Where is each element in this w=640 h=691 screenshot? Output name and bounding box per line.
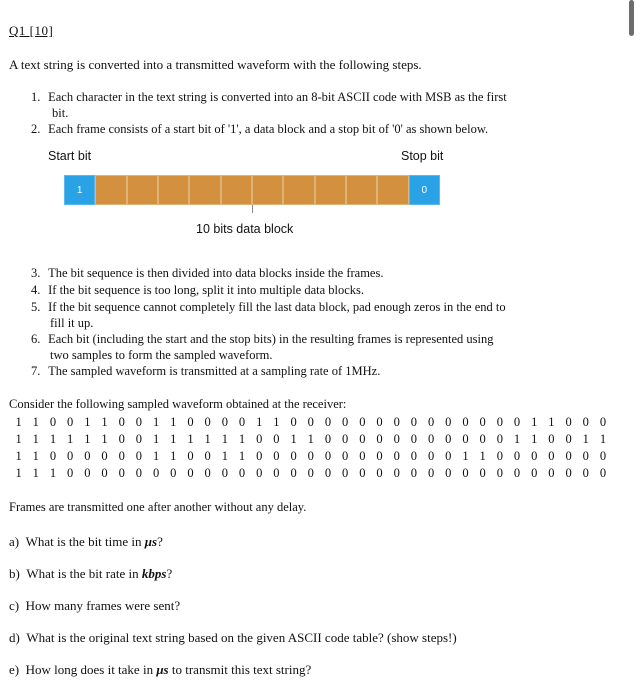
- waveform-sample: 1: [170, 415, 177, 429]
- waveform-sample: 1: [238, 432, 246, 446]
- waveform-sample: 0: [84, 466, 91, 480]
- waveform-sample: 1: [599, 432, 607, 446]
- waveform-sample: 0: [599, 415, 607, 429]
- waveform-sample: 0: [376, 449, 383, 463]
- waveform-sample: 0: [359, 432, 366, 446]
- block-tick: [252, 205, 253, 213]
- frame-diagram: [64, 175, 440, 205]
- waveform-sample: 1: [170, 432, 177, 446]
- waveform-sample: 0: [410, 466, 418, 480]
- waveform-sample: 0: [187, 466, 194, 480]
- waveform-sample: 1: [170, 449, 177, 463]
- data-cell: [252, 175, 283, 205]
- waveform-sample: 0: [342, 466, 349, 480]
- waveform-sample: 0: [204, 466, 211, 480]
- waveform-sample: 0: [221, 415, 228, 429]
- waveform-sample: 0: [582, 415, 589, 429]
- waveform-sample: 0: [513, 449, 521, 463]
- waveform-sample: 0: [410, 415, 418, 429]
- waveform-sample: 1: [101, 432, 108, 446]
- waveform-sample: 0: [445, 415, 452, 429]
- waveform-sample: 0: [565, 415, 572, 429]
- waveform-sample: 0: [445, 466, 452, 480]
- waveform-sample: 1: [256, 415, 263, 429]
- step-5-cont: fill it up.: [50, 316, 94, 330]
- waveform-sample: 0: [170, 466, 177, 480]
- step-6-cont: two samples to form the sampled waveform.: [50, 348, 273, 362]
- data-cell: [377, 175, 408, 205]
- waveform-sample: 0: [204, 415, 211, 429]
- waveform-sample: 0: [599, 449, 607, 463]
- step-6: 6. Each bit (including the start and the stop bits) in the resulting frames is represented using: [31, 332, 494, 346]
- waveform-sample: 1: [84, 432, 91, 446]
- waveform-sample: 1: [531, 432, 538, 446]
- waveform-sample: 1: [32, 432, 39, 446]
- waveform-sample: 0: [67, 466, 74, 480]
- waveform-sample: 1: [49, 466, 57, 480]
- waveform-sample: 0: [49, 449, 57, 463]
- waveform-sample: 1: [15, 432, 22, 446]
- frames-note: Frames are transmitted one after another without any delay.: [9, 500, 307, 514]
- waveform-sample: 0: [118, 449, 125, 463]
- waveform-sample: 0: [256, 449, 263, 463]
- step-5: 5. If the bit sequence cannot completely fill the last data block, pad enough zeros in the end to: [31, 300, 506, 314]
- waveform-sample: 0: [290, 466, 297, 480]
- step-1: 1. Each character in the text string is converted into an 8-bit ASCII code with MSB as the first: [31, 90, 507, 104]
- waveform-sample: 0: [393, 449, 400, 463]
- waveform-row: [10, 466, 612, 483]
- waveform-sample: 1: [513, 432, 521, 446]
- waveform-sample: 0: [342, 432, 349, 446]
- waveform-sample: 0: [290, 415, 297, 429]
- waveform-sample: 0: [496, 466, 503, 480]
- waveform-sample: 1: [462, 449, 469, 463]
- start-bit-label: Start bit: [48, 149, 92, 163]
- waveform-sample: 0: [67, 415, 74, 429]
- data-cell: [315, 175, 346, 205]
- waveform-sample: 0: [118, 415, 125, 429]
- data-cell: [95, 175, 126, 205]
- waveform-sample: 0: [462, 466, 469, 480]
- waveform-sample: 1: [531, 415, 538, 429]
- waveform-sample: 0: [548, 466, 555, 480]
- waveform-sample: 0: [204, 449, 211, 463]
- waveform-sample: 0: [393, 432, 400, 446]
- waveform-sample: 0: [342, 415, 349, 429]
- waveform-sample: 0: [479, 466, 486, 480]
- waveform-sample: 0: [376, 432, 383, 446]
- waveform-sample: 0: [513, 415, 521, 429]
- waveform-sample: 0: [565, 432, 572, 446]
- waveform-sample: 1: [152, 432, 160, 446]
- waveform-sample: 0: [221, 466, 228, 480]
- question-c: c) How many frames were sent?: [9, 598, 181, 613]
- stop-bit-label: Stop bit: [401, 149, 444, 163]
- waveform-sample: 0: [427, 449, 435, 463]
- waveform-sample: 0: [342, 449, 349, 463]
- waveform-sample: 0: [599, 466, 607, 480]
- waveform-sample: 0: [359, 466, 366, 480]
- waveform-sample: 0: [410, 449, 418, 463]
- waveform-sample: 0: [376, 415, 383, 429]
- data-cell: [127, 175, 158, 205]
- waveform-sample: 0: [410, 432, 418, 446]
- waveform-sample: 0: [376, 466, 383, 480]
- waveform-sample: 1: [84, 415, 91, 429]
- question-id: Q1 [10]: [9, 23, 54, 38]
- waveform-sample: 1: [479, 449, 486, 463]
- question-d: d) What is the original text string based on the given ASCII code table? (show steps!): [9, 630, 457, 645]
- waveform-sample: 0: [548, 449, 555, 463]
- start-bit-cell: 1: [64, 175, 95, 205]
- waveform-sample: 1: [67, 432, 74, 446]
- data-block-label: 10 bits data block: [196, 222, 294, 236]
- consider-text: Consider the following sampled waveform obtained at the receiver:: [9, 397, 347, 411]
- waveform-sample: 0: [565, 466, 572, 480]
- data-cell: [221, 175, 252, 205]
- waveform-sample: 0: [496, 432, 503, 446]
- waveform-sample: 1: [15, 415, 22, 429]
- waveform-sample: 0: [290, 449, 297, 463]
- waveform-sample: 0: [324, 466, 332, 480]
- waveform-row: [10, 449, 612, 466]
- waveform-sample: 0: [565, 449, 572, 463]
- waveform-sample: 0: [187, 415, 194, 429]
- waveform-sample: 0: [479, 415, 486, 429]
- data-cell: [346, 175, 377, 205]
- waveform-row: [10, 415, 612, 432]
- waveform-sample: 0: [273, 449, 280, 463]
- waveform-sample: 1: [290, 432, 297, 446]
- question-e: e) How long does it take in μs to transmit this text string?: [9, 662, 312, 677]
- step-2: 2. Each frame consists of a start bit of '1', a data block and a stop bit of '0' as shown below.: [31, 122, 489, 136]
- stop-bit-cell: 0: [409, 175, 440, 205]
- waveform-sample: 0: [496, 415, 503, 429]
- waveform-sample: 0: [49, 415, 57, 429]
- waveform-matrix: [10, 415, 612, 483]
- waveform-sample: 0: [513, 466, 521, 480]
- waveform-sample: 0: [135, 432, 143, 446]
- waveform-sample: 0: [187, 449, 194, 463]
- waveform-sample: 1: [221, 432, 228, 446]
- waveform-sample: 0: [531, 449, 538, 463]
- waveform-sample: 0: [118, 432, 125, 446]
- waveform-sample: 0: [135, 449, 143, 463]
- step-4: 4. If the bit sequence is too long, split it into multiple data blocks.: [31, 283, 365, 297]
- waveform-sample: 0: [496, 449, 503, 463]
- waveform-sample: 1: [15, 449, 22, 463]
- waveform-sample: 0: [445, 432, 452, 446]
- waveform-sample: 0: [582, 449, 589, 463]
- waveform-sample: 0: [393, 415, 400, 429]
- waveform-sample: 0: [307, 415, 314, 429]
- waveform-sample: 0: [135, 466, 143, 480]
- waveform-sample: 0: [118, 466, 125, 480]
- waveform-sample: 0: [307, 466, 314, 480]
- waveform-sample: 1: [221, 449, 228, 463]
- waveform-sample: 0: [462, 432, 469, 446]
- waveform-sample: 1: [187, 432, 194, 446]
- waveform-sample: 0: [84, 449, 91, 463]
- waveform-sample: 0: [152, 466, 160, 480]
- waveform-sample: 0: [101, 466, 108, 480]
- data-cell: [189, 175, 220, 205]
- waveform-sample: 1: [49, 432, 57, 446]
- waveform-sample: 0: [359, 449, 366, 463]
- waveform-sample: 1: [582, 432, 589, 446]
- waveform-sample: 1: [152, 415, 160, 429]
- waveform-sample: 0: [359, 415, 366, 429]
- waveform-sample: 0: [324, 449, 332, 463]
- waveform-sample: 0: [427, 415, 435, 429]
- waveform-sample: 0: [393, 466, 400, 480]
- scrollbar-handle[interactable]: [629, 0, 634, 36]
- step-1-cont: bit.: [52, 106, 69, 120]
- waveform-sample: 1: [32, 466, 39, 480]
- waveform-sample: 1: [204, 432, 211, 446]
- waveform-sample: 0: [582, 466, 589, 480]
- waveform-sample: 0: [307, 449, 314, 463]
- waveform-sample: 1: [32, 415, 39, 429]
- question-b: b) What is the bit rate in kbps?: [9, 566, 173, 581]
- waveform-sample: 1: [273, 415, 280, 429]
- waveform-sample: 0: [324, 432, 332, 446]
- waveform-sample: 0: [135, 415, 143, 429]
- waveform-sample: 0: [427, 466, 435, 480]
- waveform-sample: 1: [101, 415, 108, 429]
- waveform-sample: 0: [67, 449, 74, 463]
- waveform-sample: 0: [256, 466, 263, 480]
- waveform-sample: 1: [238, 449, 246, 463]
- waveform-sample: 1: [32, 449, 39, 463]
- waveform-sample: 0: [256, 432, 263, 446]
- waveform-row: [10, 432, 612, 449]
- intro-text: A text string is converted into a transmitted waveform with the following steps.: [9, 57, 422, 72]
- waveform-sample: 1: [152, 449, 160, 463]
- waveform-sample: 0: [531, 466, 538, 480]
- waveform-sample: 0: [445, 449, 452, 463]
- step-3: 3. The bit sequence is then divided into data blocks inside the frames.: [31, 266, 384, 280]
- waveform-sample: 1: [548, 415, 555, 429]
- question-a: a) What is the bit time in μs?: [9, 534, 163, 549]
- waveform-sample: 0: [462, 415, 469, 429]
- waveform-sample: 0: [238, 415, 246, 429]
- data-cell: [283, 175, 314, 205]
- waveform-sample: 0: [427, 432, 435, 446]
- waveform-sample: 1: [15, 466, 22, 480]
- waveform-sample: 0: [273, 432, 280, 446]
- waveform-sample: 0: [101, 449, 108, 463]
- step-7: 7. The sampled waveform is transmitted at a sampling rate of 1MHz.: [31, 364, 381, 378]
- data-cell: [158, 175, 189, 205]
- waveform-sample: 0: [324, 415, 332, 429]
- waveform-sample: 0: [238, 466, 246, 480]
- waveform-sample: 1: [307, 432, 314, 446]
- waveform-sample: 0: [273, 466, 280, 480]
- waveform-sample: 0: [479, 432, 486, 446]
- waveform-sample: 0: [548, 432, 555, 446]
